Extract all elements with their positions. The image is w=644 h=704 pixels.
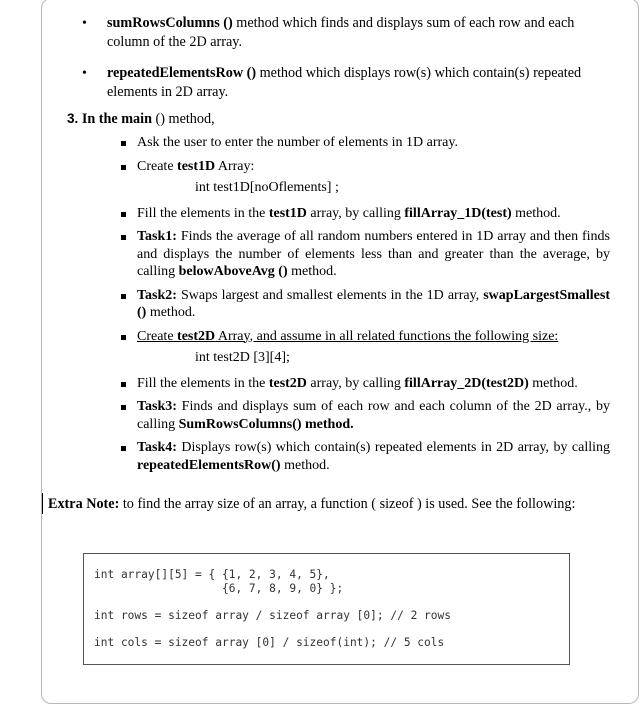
create-array-name: test2D	[177, 328, 216, 344]
task-method-name: SumRowsColumns() method.	[178, 416, 354, 432]
list-item	[120, 439, 610, 474]
fill-method-name: fillArray_1D(test)	[404, 205, 512, 221]
fill-method-name: fillArray_2D(test2D)	[404, 375, 529, 391]
task-text: Finds the average of all random numbers entered in 1D array and then finds and displays the number of elements less than and greater than the average, by calling	[137, 229, 610, 279]
square-bullet-icon	[121, 235, 126, 240]
task-text: Finds and displays sum of each row and each column of the 2D array., by calling	[137, 399, 610, 432]
fill-array-name: test2D	[268, 375, 307, 391]
task-method-name: swapLargestSmallest ()	[137, 287, 610, 320]
task-list	[67, 134, 610, 474]
create-array-name: test1D	[177, 158, 216, 174]
fill-suffix: method.	[511, 205, 561, 221]
code-example-box	[83, 553, 570, 665]
list-item	[120, 398, 610, 433]
code-declaration-1d: int test1D[noOflements] ;	[195, 180, 339, 195]
method-description: method which displays row(s) which contain(s) repeated elements in 2D array.	[107, 65, 582, 100]
task-label: Task2:	[137, 287, 177, 303]
task-suffix: method.	[146, 305, 196, 320]
list-item	[120, 158, 610, 176]
fill-mid: array, by calling	[306, 205, 405, 221]
list-item	[80, 14, 600, 52]
create-prefix: Create	[137, 328, 178, 344]
method-description: method which finds and displays sum of each row and each column of the 2D array.	[107, 15, 575, 50]
create-suffix: Array, and assume in all related functions the following size:	[215, 328, 559, 344]
section-number: 3.	[67, 111, 79, 126]
task-label: Task3:	[137, 399, 177, 414]
main-method-section	[67, 110, 610, 480]
square-bullet-icon	[121, 382, 126, 387]
method-name: repeatedElementsRow ()	[107, 65, 257, 81]
list-item	[120, 375, 610, 393]
list-item	[120, 287, 610, 322]
task-label: Task1:	[137, 229, 177, 244]
section-heading	[67, 110, 607, 128]
fill-prefix: Fill the elements in the	[137, 205, 269, 221]
list-item	[120, 328, 610, 346]
code-declaration-2d: int test2D [3][4];	[195, 350, 290, 365]
square-bullet-icon	[121, 141, 126, 146]
list-item	[80, 64, 600, 102]
square-bullet-icon	[121, 446, 126, 451]
code-line: int cols = sizeof array [0] / sizeof(int); // 5 cols	[94, 636, 445, 649]
task-text: Swaps largest and smallest elements in the 1D array,	[176, 287, 484, 303]
create-prefix: Create	[137, 158, 178, 174]
task-label: Task4:	[137, 440, 177, 455]
extra-note	[42, 493, 593, 514]
square-bullet-icon	[121, 405, 126, 410]
task-suffix: method.	[287, 264, 337, 279]
list-item	[120, 205, 610, 223]
section-title-rest: () method,	[151, 111, 215, 127]
note-text: to find the array size of an array, a function ( sizeof ) is used. See the following:	[119, 496, 576, 512]
task-method-name: belowAboveAvg ()	[178, 264, 288, 279]
fill-array-name: test1D	[268, 205, 307, 221]
fill-prefix: Fill the elements in the	[137, 375, 269, 391]
method-list	[80, 14, 600, 114]
square-bullet-icon	[121, 165, 126, 170]
list-item	[120, 228, 610, 281]
note-label: Extra Note:	[48, 496, 120, 512]
ask-text: Ask the user to enter the number of elements in 1D array.	[137, 135, 458, 150]
list-item	[120, 134, 610, 152]
create-suffix: Array:	[215, 158, 255, 174]
bullet-icon: •	[82, 16, 87, 31]
fill-mid: array, by calling	[306, 375, 405, 391]
section-title: In the main	[81, 111, 152, 127]
square-bullet-icon	[121, 212, 126, 217]
square-bullet-icon	[121, 335, 126, 340]
task-method-name: repeatedElementsRow()	[137, 457, 281, 473]
code-line: int rows = sizeof array / sizeof array [0]; // 2 rows	[94, 609, 451, 622]
task-text: Displays row(s) which contain(s) repeated elements in 2D array, by calling	[176, 440, 610, 455]
code-line: int array[][5] = { {1, 2, 3, 4, 5},	[94, 568, 330, 581]
task-suffix: method.	[280, 457, 330, 473]
method-name: sumRowsColumns ()	[107, 15, 233, 31]
code-line: {6, 7, 8, 9, 0} };	[94, 582, 344, 595]
fill-suffix: method.	[528, 375, 578, 391]
bullet-icon: •	[82, 66, 87, 81]
square-bullet-icon	[121, 294, 126, 299]
